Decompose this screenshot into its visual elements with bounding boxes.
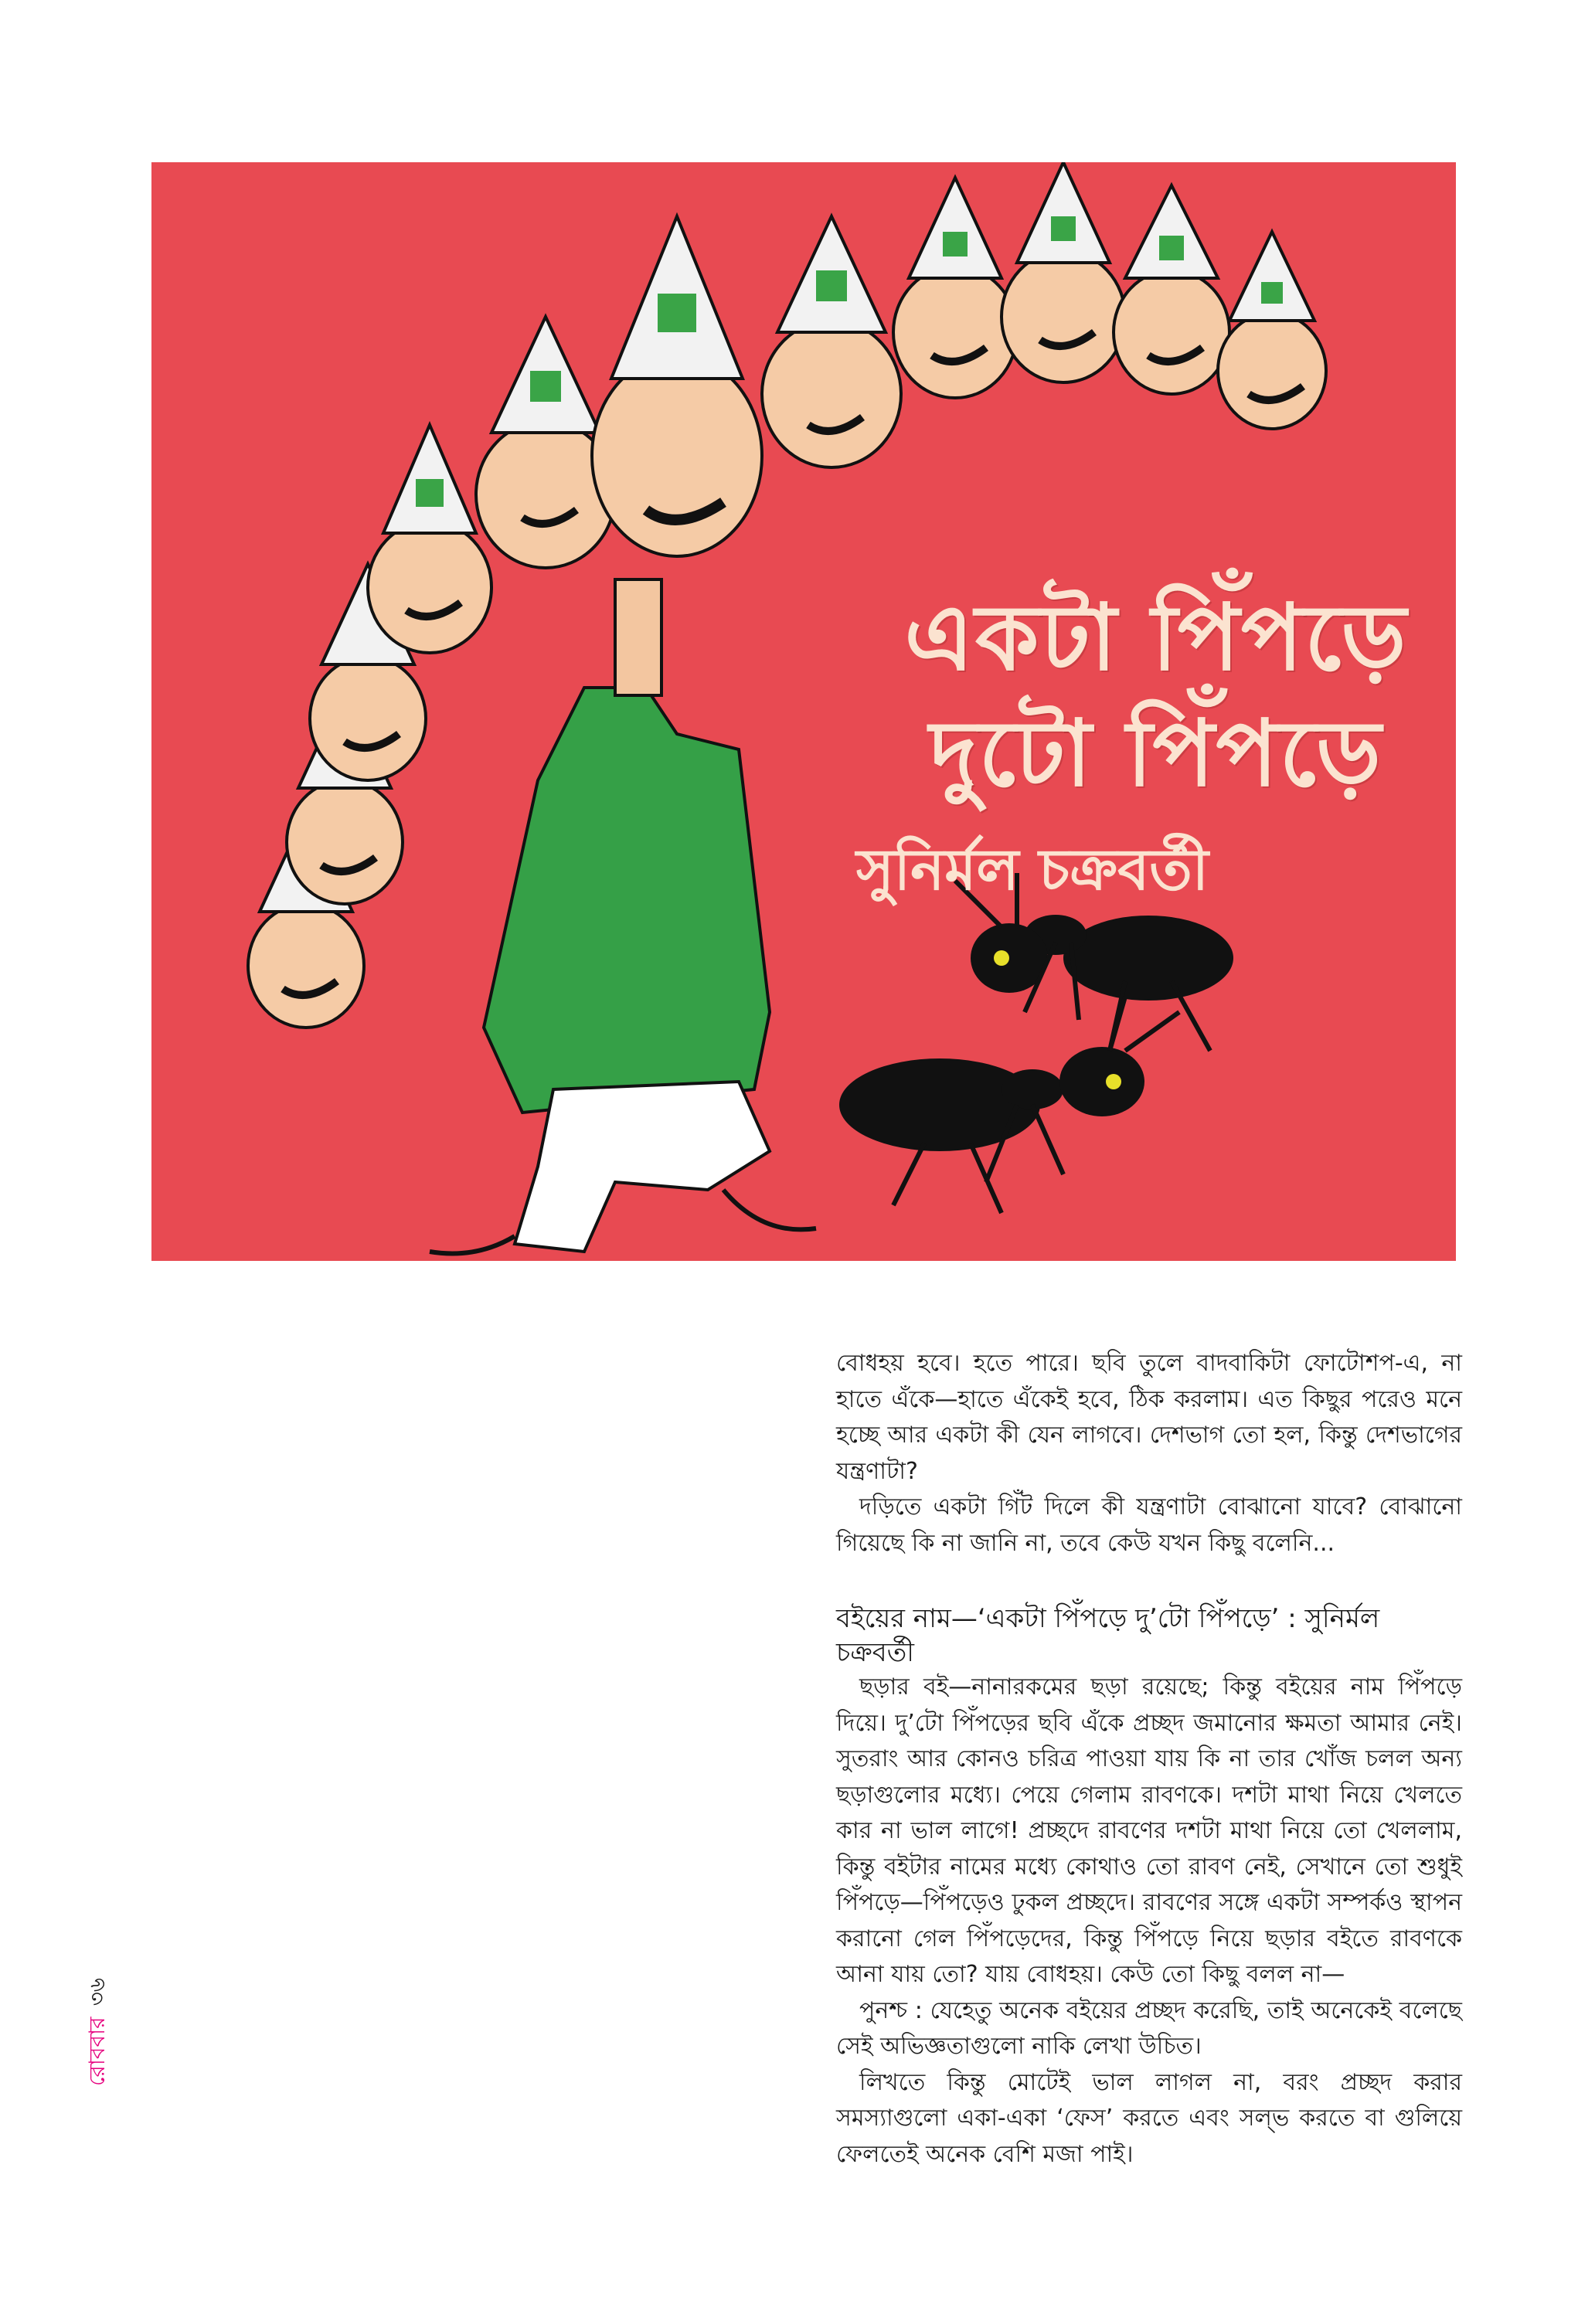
cover-title-line1: একটা পিঁপড়ে <box>904 584 1408 691</box>
book-cover-image <box>151 162 1456 1261</box>
magazine-page-label <box>80 1978 117 2086</box>
article-paragraph-1: বোধহয় হবে। হতে পারে। ছবি তুলে বাদবাকিটা ফোটোশপ-এ, না হাতে এঁকে—হাতে এঁকেই হবে, ঠিক করলাম। এত কিছুর পরেও মনে হচ্ছে আর একটা কী যেন লাগবে। দেশভাগ তো হল, কিন্তু দেশভাগের যন্ত্রণাটা? <box>836 1350 1462 1485</box>
cover-title <box>862 579 1450 811</box>
cover-title-line2: দুটো পিঁপড়ে <box>929 700 1383 807</box>
article-paragraph-3: ছড়ার বই—নানারকমের ছড়া রয়েছে; কিন্তু বইয়ের নাম পিঁপড়ে দিয়ে। দু’টো পিঁপড়ের ছবি এঁকে প্রচ্ছদ জমানোর ক্ষমতা আমার নেই। সুতরাং আর কোনও চরিত্র পাওয়া যায় কি না তার খোঁজ চলল অন্য ছড়াগুলোর মধ্যে। পেয়ে গেলাম রাবণকে। দশটা মাথা নিয়ে খেলতে কার না ভাল লাগে! প্রচ্ছদে রাবণের দশটা মাথা নিয়ে তো খেললাম, কিন্তু বইটার নামের মধ্যে কোথাও তো রাবণ নেই, সেখানে তো শুধুই পিঁপড়ে—পিঁপড়েও ঢুকল প্রচ্ছদে। রাবণের সঙ্গে একটা সম্পর্কও স্থাপন করানো গেল পিঁপড়েদের, কিন্তু পিঁপড়ে নিয়ে ছড়ার বইতে রাবণকে আনা যায় তো? যায় বোধহয়। কেউ তো কিছু বলল না— <box>836 1673 1462 1988</box>
magazine-name: রোববার <box>84 2017 110 2086</box>
page-number: ৩৬ <box>84 1978 110 2006</box>
article-paragraph-5: লিখতে কিন্তু মোটেই ভাল লাগল না, বরং প্রচ্ছদ করার সমস্যাগুলো একা-একা ‘ফেস’ করতে এবং সল্ভ করতে বা গুলিয়ে ফেলতেই অনেক বেশি মজা পাই। <box>836 2068 1462 2168</box>
article-paragraph-4: পুনশ্চ : যেহেতু অনেক বইয়ের প্রচ্ছদ করেছি, তাই অনেকেই বলেছে সেই অভিজ্ঞতাগুলো নাকি লেখা উচিত। <box>836 1996 1462 2060</box>
cover-author: সুনির্মল চক্রবর্তী <box>856 837 1209 903</box>
ant-lower <box>839 997 1179 1213</box>
section-heading: বইয়ের নাম—‘একটা পিঁপড়ে দু’টো পিঁপড়ে’ : সুনির্মল চক্রবর্তী <box>836 1603 1380 1668</box>
section-gap <box>836 1561 1462 1602</box>
article-text <box>836 1346 1462 2173</box>
ravana-body <box>430 579 816 1254</box>
article-paragraph-2: দড়িতে একটা গিঁট দিলে কী যন্ত্রণাটা বোঝানো যাবে? বোঝানো গিয়েছে কি না জানি না, তবে কেউ যখন কিছু বলেনি... <box>836 1493 1462 1557</box>
